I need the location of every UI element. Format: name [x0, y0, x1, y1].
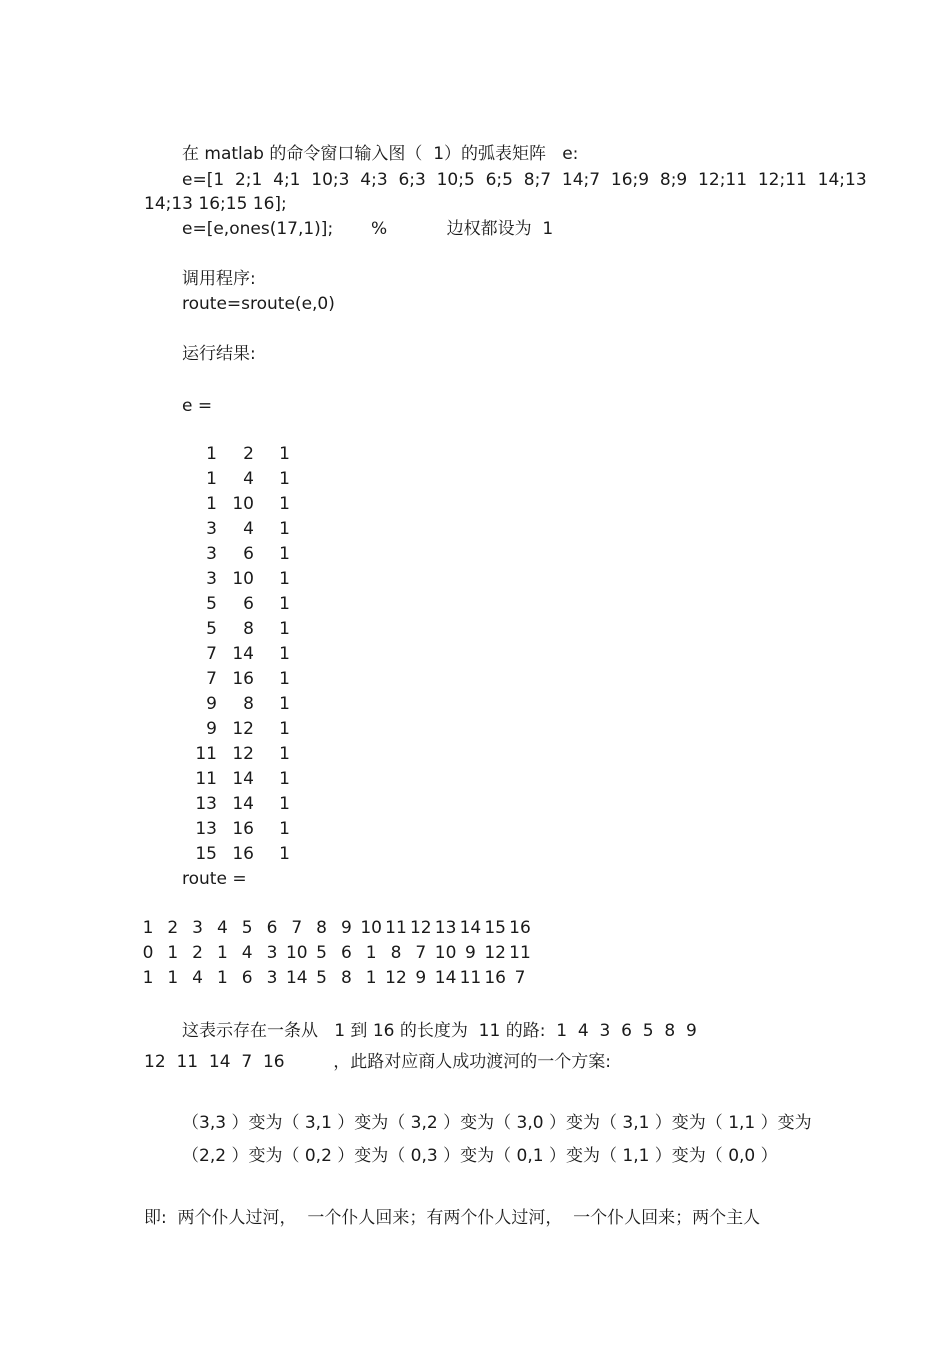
route-cell: 14: [434, 968, 457, 988]
e-matrix-cell: 7: [206, 644, 217, 664]
explanation-line-1: 这表示存在一条从 1 到 16 的长度为 11 的路: 1 4 3 6 5 8 9: [182, 1021, 697, 1041]
e-matrix-cell: 13: [195, 794, 217, 814]
route-cell: 1: [365, 943, 377, 963]
route-cell: 14: [459, 918, 482, 938]
e-matrix-cell: 11: [195, 769, 217, 789]
e-matrix-cell: 1: [279, 469, 290, 489]
route-cell: 1: [216, 968, 228, 988]
result-label: 运行结果:: [182, 344, 256, 364]
e-matrix-row: [182, 719, 342, 739]
route-cell: 9: [464, 943, 476, 963]
e-matrix-cell: 12: [232, 719, 254, 739]
intro-line-4: e=[e,ones(17,1)]; % 边权都设为 1: [182, 219, 554, 239]
e-matrix-cell: 1: [279, 669, 290, 689]
route-cell: 5: [316, 968, 327, 988]
route-cell: 13: [434, 918, 457, 938]
route-cell: 8: [340, 968, 352, 988]
e-matrix-cell: 3: [206, 569, 217, 589]
e-matrix-row: [182, 569, 342, 589]
route-cell: 7: [291, 918, 303, 938]
route-cell: 2: [167, 918, 179, 938]
route-cell: 1: [365, 968, 377, 988]
intro-line-3: 14;13 16;15 16];: [144, 194, 287, 214]
e-matrix-cell: 3: [206, 544, 217, 564]
e-matrix-row: [182, 444, 342, 464]
e-matrix-cell: 1: [279, 794, 290, 814]
route-row: [144, 918, 584, 938]
route-cell: 16: [484, 968, 506, 988]
route-cell: 1: [216, 943, 228, 963]
e-matrix-cell: 9: [206, 694, 217, 714]
e-matrix-row: [182, 619, 342, 639]
e-matrix-cell: 1: [279, 519, 290, 539]
e-matrix-cell: 1: [279, 644, 290, 664]
e-matrix-cell: 1: [279, 544, 290, 564]
e-matrix-cell: 7: [206, 669, 217, 689]
e-matrix-cell: 1: [279, 594, 290, 614]
e-matrix-cell: 6: [243, 544, 254, 564]
route-cell: 5: [241, 918, 253, 938]
intro-line-2: e=[1 2;1 4;1 10;3 4;3 6;3 10;5 6;5 8;7 14;7 16;9 8;9 12;11 12;11 14;13: [182, 170, 867, 190]
e-matrix-cell: 1: [206, 469, 217, 489]
call-label: 调用程序:: [182, 269, 256, 289]
e-matrix-cell: 1: [279, 719, 290, 739]
route-cell: 9: [340, 918, 352, 938]
route-cell: 4: [192, 968, 203, 988]
route-cell: 16: [509, 918, 531, 938]
e-matrix-row: [182, 494, 342, 514]
route-row: [144, 968, 584, 988]
route-cell: 8: [390, 943, 402, 963]
e-matrix-cell: 1: [206, 494, 217, 514]
route-cell: 6: [266, 918, 278, 938]
e-matrix-row: [182, 594, 342, 614]
e-matrix-row: [182, 844, 342, 864]
route-label: route =: [182, 869, 247, 889]
e-matrix-row: [182, 544, 342, 564]
route-cell: 6: [241, 968, 253, 988]
e-matrix-cell: 1: [279, 819, 290, 839]
route-cell: 0: [142, 943, 154, 963]
e-matrix-row: [182, 769, 342, 789]
e-matrix-cell: 3: [206, 519, 217, 539]
e-matrix-row: [182, 819, 342, 839]
route-cell: 14: [285, 968, 308, 988]
route-cell: 12: [409, 918, 432, 938]
e-matrix-cell: 14: [232, 644, 254, 664]
e-matrix-row: [182, 519, 342, 539]
e-matrix-label: e =: [182, 396, 213, 416]
route-cell: 12: [484, 943, 506, 963]
e-matrix-cell: 16: [232, 819, 254, 839]
e-matrix-cell: 1: [279, 619, 290, 639]
e-matrix-cell: 4: [243, 519, 254, 539]
e-matrix-cell: 14: [232, 794, 254, 814]
route-cell: 2: [192, 943, 203, 963]
e-matrix-cell: 1: [279, 694, 290, 714]
e-matrix-cell: 9: [206, 719, 217, 739]
e-matrix-cell: 5: [206, 594, 217, 614]
call-code: route=sroute(e,0): [182, 294, 335, 314]
e-matrix-cell: 1: [279, 844, 290, 864]
e-matrix-cell: 8: [243, 619, 254, 639]
route-cell: 1: [142, 918, 154, 938]
e-matrix-cell: 1: [206, 444, 217, 464]
e-matrix-cell: 5: [206, 619, 217, 639]
route-cell: 6: [340, 943, 352, 963]
route-cell: 11: [509, 943, 531, 963]
e-matrix-cell: 1: [279, 444, 290, 464]
route-cell: 8: [316, 918, 327, 938]
e-matrix-cell: 6: [243, 594, 254, 614]
e-matrix-cell: 10: [232, 494, 254, 514]
route-cell: 1: [142, 968, 154, 988]
e-matrix-cell: 15: [195, 844, 217, 864]
e-matrix-row: [182, 644, 342, 664]
route-cell: 4: [216, 918, 228, 938]
conclusion-line: 即: 两个仆人过河， 一个仆人回来；有两个仆人过河， 一个仆人回来；两个主人: [144, 1208, 761, 1228]
scheme-line-1: （3,3 ）变为（ 3,1 ）变为（ 3,2 ）变为（ 3,0 ）变为（ 3,1 ）变为（ 1,1 ）变为: [182, 1113, 812, 1133]
e-matrix-row: [182, 669, 342, 689]
route-cell: 9: [415, 968, 427, 988]
route-cell: 11: [459, 968, 482, 988]
e-matrix-row: [182, 694, 342, 714]
route-cell: 1: [167, 968, 179, 988]
e-matrix-cell: 1: [279, 769, 290, 789]
e-matrix-row: [182, 794, 342, 814]
route-cell: 11: [385, 918, 407, 938]
e-matrix-cell: 11: [195, 744, 217, 764]
route-cell: 3: [266, 943, 278, 963]
e-matrix-cell: 12: [232, 744, 254, 764]
route-cell: 3: [266, 968, 278, 988]
route-cell: 10: [434, 943, 457, 963]
route-cell: 10: [360, 918, 382, 938]
route-cell: 15: [484, 918, 506, 938]
route-cell: 1: [167, 943, 179, 963]
e-matrix-cell: 2: [243, 444, 254, 464]
route-cell: 5: [316, 943, 327, 963]
route-cell: 12: [385, 968, 407, 988]
route-cell: 3: [192, 918, 203, 938]
e-matrix-cell: 16: [232, 669, 254, 689]
e-matrix-cell: 1: [279, 494, 290, 514]
e-matrix-cell: 1: [279, 569, 290, 589]
route-cell: 7: [514, 968, 526, 988]
e-matrix-cell: 10: [232, 569, 254, 589]
e-matrix-cell: 16: [232, 844, 254, 864]
e-matrix-cell: 13: [195, 819, 217, 839]
route-cell: 10: [285, 943, 308, 963]
route-row: [144, 943, 584, 963]
route-cell: 4: [241, 943, 253, 963]
scheme-line-2: （2,2 ）变为（ 0,2 ）变为（ 0,3 ）变为（ 0,1 ）变为（ 1,1 ）变为（ 0,0 ）: [182, 1146, 778, 1166]
e-matrix-cell: 4: [243, 469, 254, 489]
e-matrix-cell: 1: [279, 744, 290, 764]
route-cell: 7: [415, 943, 427, 963]
intro-line-1: 在 matlab 的命令窗口输入图（ 1）的弧表矩阵 e:: [182, 144, 579, 164]
explanation-line-2: 12 11 14 7 16 ，此路对应商人成功渡河的一个方案:: [144, 1052, 611, 1072]
e-matrix-row: [182, 469, 342, 489]
e-matrix-cell: 14: [232, 769, 254, 789]
e-matrix-row: [182, 744, 342, 764]
e-matrix-cell: 8: [243, 694, 254, 714]
